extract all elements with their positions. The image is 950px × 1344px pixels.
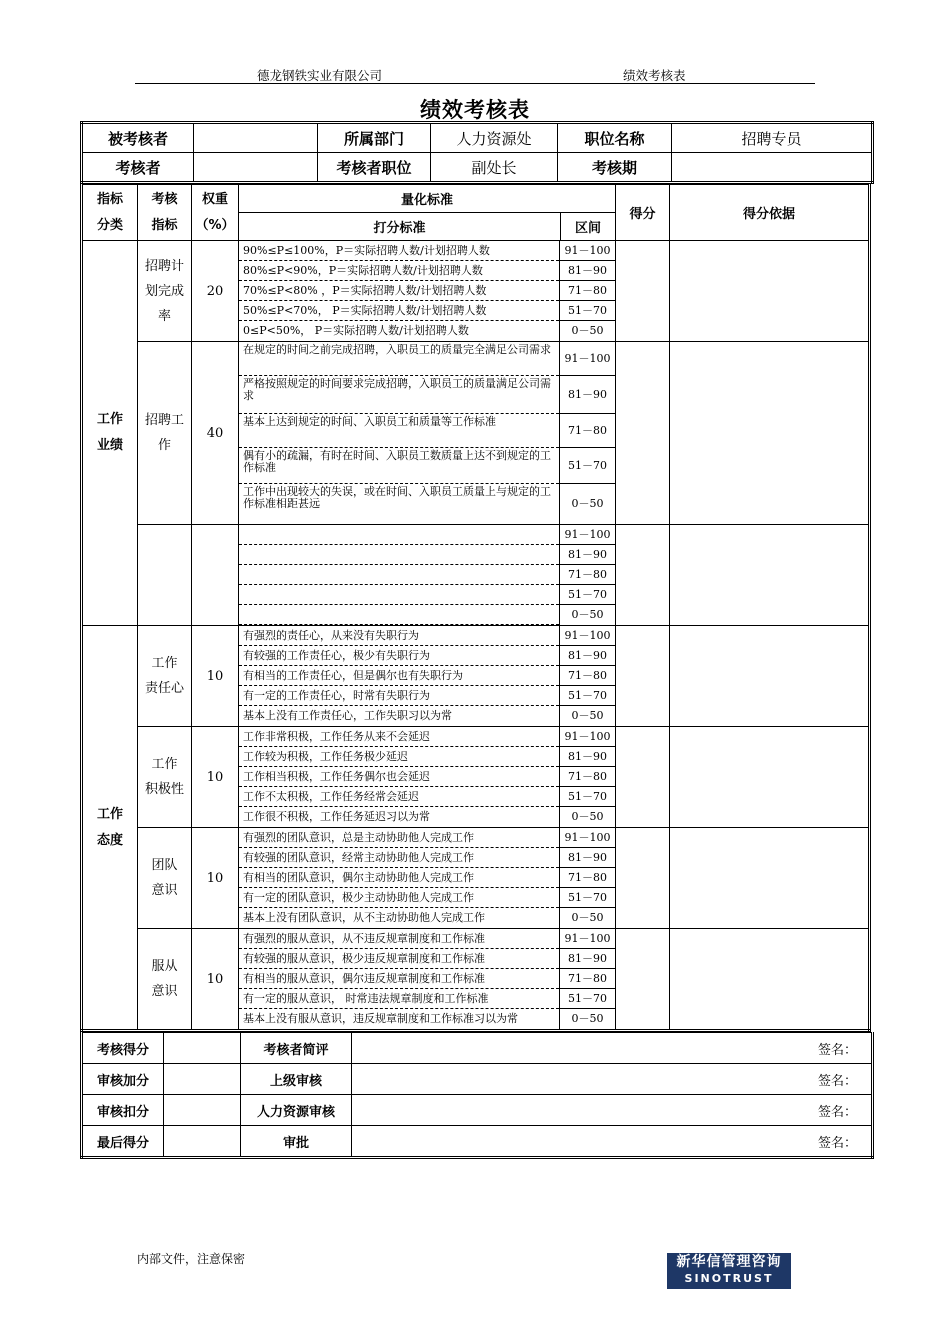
indicator-cell (138, 241, 192, 342)
info-table (80, 121, 874, 184)
criterion-range: 51－70 (559, 989, 615, 1009)
criterion-range: 0－50 (559, 321, 615, 341)
basis-field[interactable] (670, 929, 870, 1031)
criterion-range: 71－80 (559, 565, 615, 585)
col-weight-l1: 权重 (201, 191, 228, 207)
criterion-line (239, 989, 615, 1009)
indicator-cell (138, 929, 192, 1031)
criterion-text (239, 525, 559, 545)
criterion-line (239, 342, 615, 376)
col-score-header: 得分 (616, 185, 670, 241)
logo-line2: SINOTRUST (684, 1272, 774, 1285)
signoff-left-field[interactable] (164, 1033, 241, 1064)
criterion-line (239, 301, 615, 321)
criterion-text: 工作不太积极，工作任务经常会延迟 (239, 787, 559, 807)
criterion-text: 0≤P<50%， P＝实际招聘人数/计划招聘人数 (243, 324, 469, 337)
criterion-text: 有强烈的责任心，从来没有失职行为 (239, 626, 559, 646)
footer-note: 内部文件，注意保密 (137, 1252, 246, 1266)
indicator-cell (138, 727, 192, 828)
criterion-range: 91－100 (559, 626, 615, 646)
criterion-range: 81－90 (559, 646, 615, 666)
criterion-range: 81－90 (559, 261, 615, 281)
criterion-range: 91－100 (559, 929, 615, 949)
criterion-line (239, 484, 615, 524)
sinotrust-logo (667, 1253, 791, 1289)
criterion-text: 工作相当积极，工作任务偶尔也会延迟 (239, 767, 559, 787)
score-field[interactable] (616, 342, 670, 525)
col-weight-l2: （%） (195, 217, 235, 233)
criterion-text (239, 585, 559, 605)
indicator-cell (138, 342, 192, 525)
indicator-row (82, 727, 870, 828)
criterion-text: 基本上没有团队意识，从不主动协助他人完成工作 (243, 911, 485, 924)
indicator-table (80, 184, 871, 1032)
signoff-signature-field[interactable]: 签名： (352, 1033, 873, 1064)
signoff-mid-label: 考核者简评 (241, 1033, 352, 1064)
criterion-line (239, 545, 615, 565)
logo-line1: 新华信管理咨询 (676, 1254, 782, 1270)
col-category-header (82, 185, 138, 241)
criterion-line (239, 565, 615, 585)
assessee-label: 被考核者 (82, 123, 194, 153)
criterion-range: 51－70 (559, 888, 615, 908)
indicator-label: 招聘计 (144, 258, 184, 274)
signoff-left-label: 考核得分 (82, 1033, 164, 1064)
criterion-line (239, 666, 615, 686)
signoff-signature-field[interactable]: 签名： (352, 1126, 873, 1158)
indicator-label: 意识 (151, 984, 178, 999)
criterion-line (239, 1009, 615, 1029)
category-cell (82, 626, 138, 1031)
weight-cell (192, 525, 239, 626)
criterion-text: 偶有小的疏漏，有时在时间、入职员工数质量上达不到规定的工作标准 (239, 448, 559, 484)
criterion-line (239, 686, 615, 706)
indicator-label: 作 (157, 438, 171, 453)
criterion-text: 有相当的工作责任心，但是偶尔也有失职行为 (239, 666, 559, 686)
signoff-left-field[interactable] (164, 1126, 241, 1158)
criterion-line (239, 261, 615, 281)
criterion-text: 50%≤P<70%， P＝实际招聘人数/计划招聘人数 (239, 301, 559, 321)
criterion-text (239, 605, 559, 625)
indicator-label: 服从 (151, 959, 178, 974)
criterion-range: 71－80 (559, 666, 615, 686)
criterion-range: 91－100 (559, 828, 615, 848)
signoff-row (82, 1064, 873, 1095)
signoff-mid-label: 人力资源审核 (241, 1095, 352, 1126)
criterion-range: 81－90 (559, 747, 615, 767)
indicator-row (82, 241, 870, 342)
indicator-label: 责任心 (144, 681, 184, 696)
criterion-text: 有一定的团队意识，极少主动协助他人完成工作 (239, 888, 559, 908)
signoff-mid-label: 审批 (241, 1126, 352, 1158)
col-category-l1: 指标 (96, 191, 123, 207)
criterion-text: 有较强的团队意识，经常主动协助他人完成工作 (239, 848, 559, 868)
col-basis-header: 得分依据 (670, 185, 870, 241)
criterion-text: 工作非常积极，工作任务从来不会延迟 (239, 727, 559, 747)
signoff-left-label: 审核扣分 (82, 1095, 164, 1126)
indicator-row (82, 525, 870, 626)
score-field[interactable] (616, 929, 670, 1031)
criterion-line (239, 706, 615, 726)
criterion-range: 81－90 (559, 545, 615, 565)
criterion-range: 0－50 (559, 484, 615, 524)
criterion-line (239, 585, 615, 605)
criterion-line (239, 848, 615, 868)
signoff-mid-label: 上级审核 (241, 1064, 352, 1095)
criterion-text (239, 565, 559, 585)
score-field[interactable] (616, 828, 670, 929)
criterion-line (239, 787, 615, 807)
criterion-line (239, 929, 615, 949)
criterion-line (239, 414, 615, 448)
signoff-signature-field[interactable]: 签名： (352, 1095, 873, 1126)
indicator-row (82, 342, 870, 525)
score-field[interactable] (616, 525, 670, 626)
criteria-cell (239, 626, 616, 727)
category-label: 工作 (96, 412, 123, 427)
basis-field[interactable] (670, 727, 870, 828)
indicator-label: 工作 (151, 656, 178, 671)
category-label: 业绩 (96, 438, 123, 453)
indicator-label: 招聘工 (144, 413, 184, 428)
criterion-range: 51－70 (559, 787, 615, 807)
category-label: 态度 (96, 832, 123, 848)
criterion-range: 0－50 (559, 1009, 615, 1029)
criterion-text: 有一定的服从意识， 时常违法规章制度和工作标准 (239, 989, 559, 1009)
weight-cell: 10 (192, 828, 239, 929)
basis-field[interactable] (670, 828, 870, 929)
criterion-text: 80%≤P<90%，P＝实际招聘人数/计划招聘人数 (239, 261, 559, 281)
weight-cell: 10 (192, 929, 239, 1031)
criterion-text: 工作中出现较大的失误，或在时间、入职员工质量上与规定的工作标准相距甚远 (243, 485, 551, 510)
col-weight-header (192, 185, 239, 241)
weight-cell: 40 (192, 342, 239, 525)
score-field[interactable] (616, 626, 670, 727)
assessor-field[interactable] (194, 153, 318, 183)
criterion-text: 70%≤P<80% ，P＝实际招聘人数/计划招聘人数 (239, 281, 559, 301)
indicator-label: 积极性 (144, 782, 184, 797)
criterion-range: 91－100 (559, 727, 615, 747)
indicator-label: 工作 (151, 757, 178, 772)
col-indicator-l1: 考核 (151, 191, 178, 207)
criterion-range: 51－70 (559, 448, 615, 484)
criterion-range: 71－80 (559, 868, 615, 888)
basis-field[interactable] (670, 342, 870, 525)
col-quant-header: 量化标准 (239, 185, 616, 213)
assessor-position-field[interactable]: 副处长 (431, 153, 558, 183)
indicator-row (82, 828, 870, 929)
criterion-text: 有相当的服从意识，偶尔违反规章制度和工作标准 (239, 969, 559, 989)
criterion-text: 90%≤P≤100%，P＝实际招聘人数/计划招聘人数 (239, 241, 559, 261)
signoff-table (80, 1032, 874, 1159)
criterion-line (239, 969, 615, 989)
criterion-line (239, 376, 615, 414)
criterion-range: 0－50 (559, 807, 615, 827)
header-company: 德龙钢铁实业有限公司 (257, 68, 383, 83)
col-range-header: 区间 (561, 213, 616, 241)
criteria-cell (239, 241, 616, 342)
criteria-cell (239, 727, 616, 828)
header-rule (135, 83, 815, 84)
criterion-text: 基本上没有工作责任心，工作失职习以为常 (243, 709, 452, 722)
page-title: 绩效考核表 (420, 97, 530, 122)
criteria-cell (239, 929, 616, 1031)
header-doc-name: 绩效考核表 (623, 68, 686, 83)
criterion-line (239, 727, 615, 747)
criterion-text: 有强烈的团队意识，总是主动协助他人完成工作 (239, 828, 559, 848)
criterion-line (239, 241, 615, 261)
col-indicator-header (138, 185, 192, 241)
indicator-row (82, 929, 870, 1031)
criterion-range: 71－80 (559, 281, 615, 301)
criterion-range: 51－70 (559, 585, 615, 605)
signoff-left-label: 审核加分 (82, 1064, 164, 1095)
indicator-label: 意识 (151, 883, 178, 898)
criterion-range: 0－50 (559, 706, 615, 726)
signoff-row (82, 1033, 873, 1064)
indicator-cell (138, 626, 192, 727)
weight-cell: 10 (192, 727, 239, 828)
criterion-range: 0－50 (559, 605, 615, 625)
criterion-line (239, 605, 615, 625)
criterion-text: 有相当的团队意识，偶尔主动协助他人完成工作 (239, 868, 559, 888)
indicator-label: 团队 (151, 858, 178, 873)
criterion-range: 51－70 (559, 686, 615, 706)
weight-cell: 20 (192, 241, 239, 342)
criterion-line (239, 525, 615, 545)
criterion-line (239, 908, 615, 928)
criterion-line (239, 281, 615, 301)
criteria-cell (239, 828, 616, 929)
criterion-line (239, 949, 615, 969)
basis-field[interactable] (670, 626, 870, 727)
criterion-line (239, 646, 615, 666)
criterion-range: 91－100 (559, 241, 615, 261)
assessor-position-label: 考核者职位 (318, 153, 431, 183)
criterion-range: 91－100 (559, 525, 615, 545)
dept-field[interactable]: 人力资源处 (431, 123, 558, 153)
criterion-range: 91－100 (559, 342, 615, 376)
criterion-line (239, 807, 615, 827)
indicator-cell (138, 525, 192, 626)
category-label: 工作 (96, 806, 123, 822)
criterion-text: 工作较为积极，工作任务极少延迟 (239, 747, 559, 767)
criterion-line (239, 321, 615, 341)
criterion-range: 71－80 (559, 767, 615, 787)
criterion-range: 51－70 (559, 301, 615, 321)
assessment-form (80, 121, 871, 1167)
indicator-label: 划完成 (144, 283, 184, 299)
criterion-line (239, 828, 615, 848)
position-label: 职位名称 (558, 123, 672, 153)
period-field[interactable] (672, 153, 873, 183)
criterion-text: 有较强的工作责任心，极少有失职行为 (239, 646, 559, 666)
criterion-text: 基本上没有服从意识，违反规章制度和工作标准习以为常 (243, 1012, 518, 1025)
col-scoring-header: 打分标准 (239, 213, 561, 241)
criterion-line (239, 626, 615, 646)
signoff-row (82, 1095, 873, 1126)
score-field[interactable] (616, 727, 670, 828)
criterion-line (239, 888, 615, 908)
position-field[interactable]: 招聘专员 (672, 123, 873, 153)
indicator-cell (138, 828, 192, 929)
criteria-cell (239, 525, 616, 626)
criterion-text: 有强烈的服从意识，从不违反规章制度和工作标准 (239, 929, 559, 949)
assessee-field[interactable] (194, 123, 318, 153)
indicator-row (82, 626, 870, 727)
col-category-l2: 分类 (96, 217, 123, 233)
criterion-range: 81－90 (559, 949, 615, 969)
criterion-text: 有较强的服从意识，极少违反规章制度和工作标准 (239, 949, 559, 969)
criterion-text: 工作很不积极，工作任务延迟习以为常 (243, 810, 430, 823)
criterion-range: 0－50 (559, 908, 615, 928)
indicator-label: 率 (157, 308, 171, 324)
category-cell (82, 241, 138, 626)
basis-field[interactable] (670, 525, 870, 626)
criterion-range: 81－90 (559, 376, 615, 414)
signoff-signature-field[interactable]: 签名： (352, 1064, 873, 1095)
period-label: 考核期 (558, 153, 672, 183)
criteria-cell (239, 342, 616, 525)
criterion-line (239, 767, 615, 787)
criterion-line (239, 448, 615, 484)
signoff-left-field[interactable] (164, 1064, 241, 1095)
criterion-range: 71－80 (559, 414, 615, 448)
dept-label: 所属部门 (318, 123, 431, 153)
criterion-text: 严格按照规定的时间要求完成招聘，入职员工的质量满足公司需求 (239, 376, 559, 414)
criterion-text: 有一定的工作责任心，时常有失职行为 (239, 686, 559, 706)
criterion-text (239, 545, 559, 565)
criterion-line (239, 747, 615, 767)
criterion-range: 81－90 (559, 848, 615, 868)
col-indicator-l2: 指标 (151, 217, 178, 233)
signoff-row (82, 1126, 873, 1158)
assessor-label: 考核者 (82, 153, 194, 183)
basis-field[interactable] (670, 241, 870, 342)
score-field[interactable] (616, 241, 670, 342)
signoff-left-field[interactable] (164, 1095, 241, 1126)
criterion-range: 71－80 (559, 969, 615, 989)
signoff-left-label: 最后得分 (82, 1126, 164, 1158)
criterion-line (239, 868, 615, 888)
criterion-text: 基本上达到规定的时间、入职员工和质量等工作标准 (239, 414, 559, 448)
criterion-text: 在规定的时间之前完成招聘，入职员工的质量完全满足公司需求 (239, 342, 559, 376)
weight-cell: 10 (192, 626, 239, 727)
